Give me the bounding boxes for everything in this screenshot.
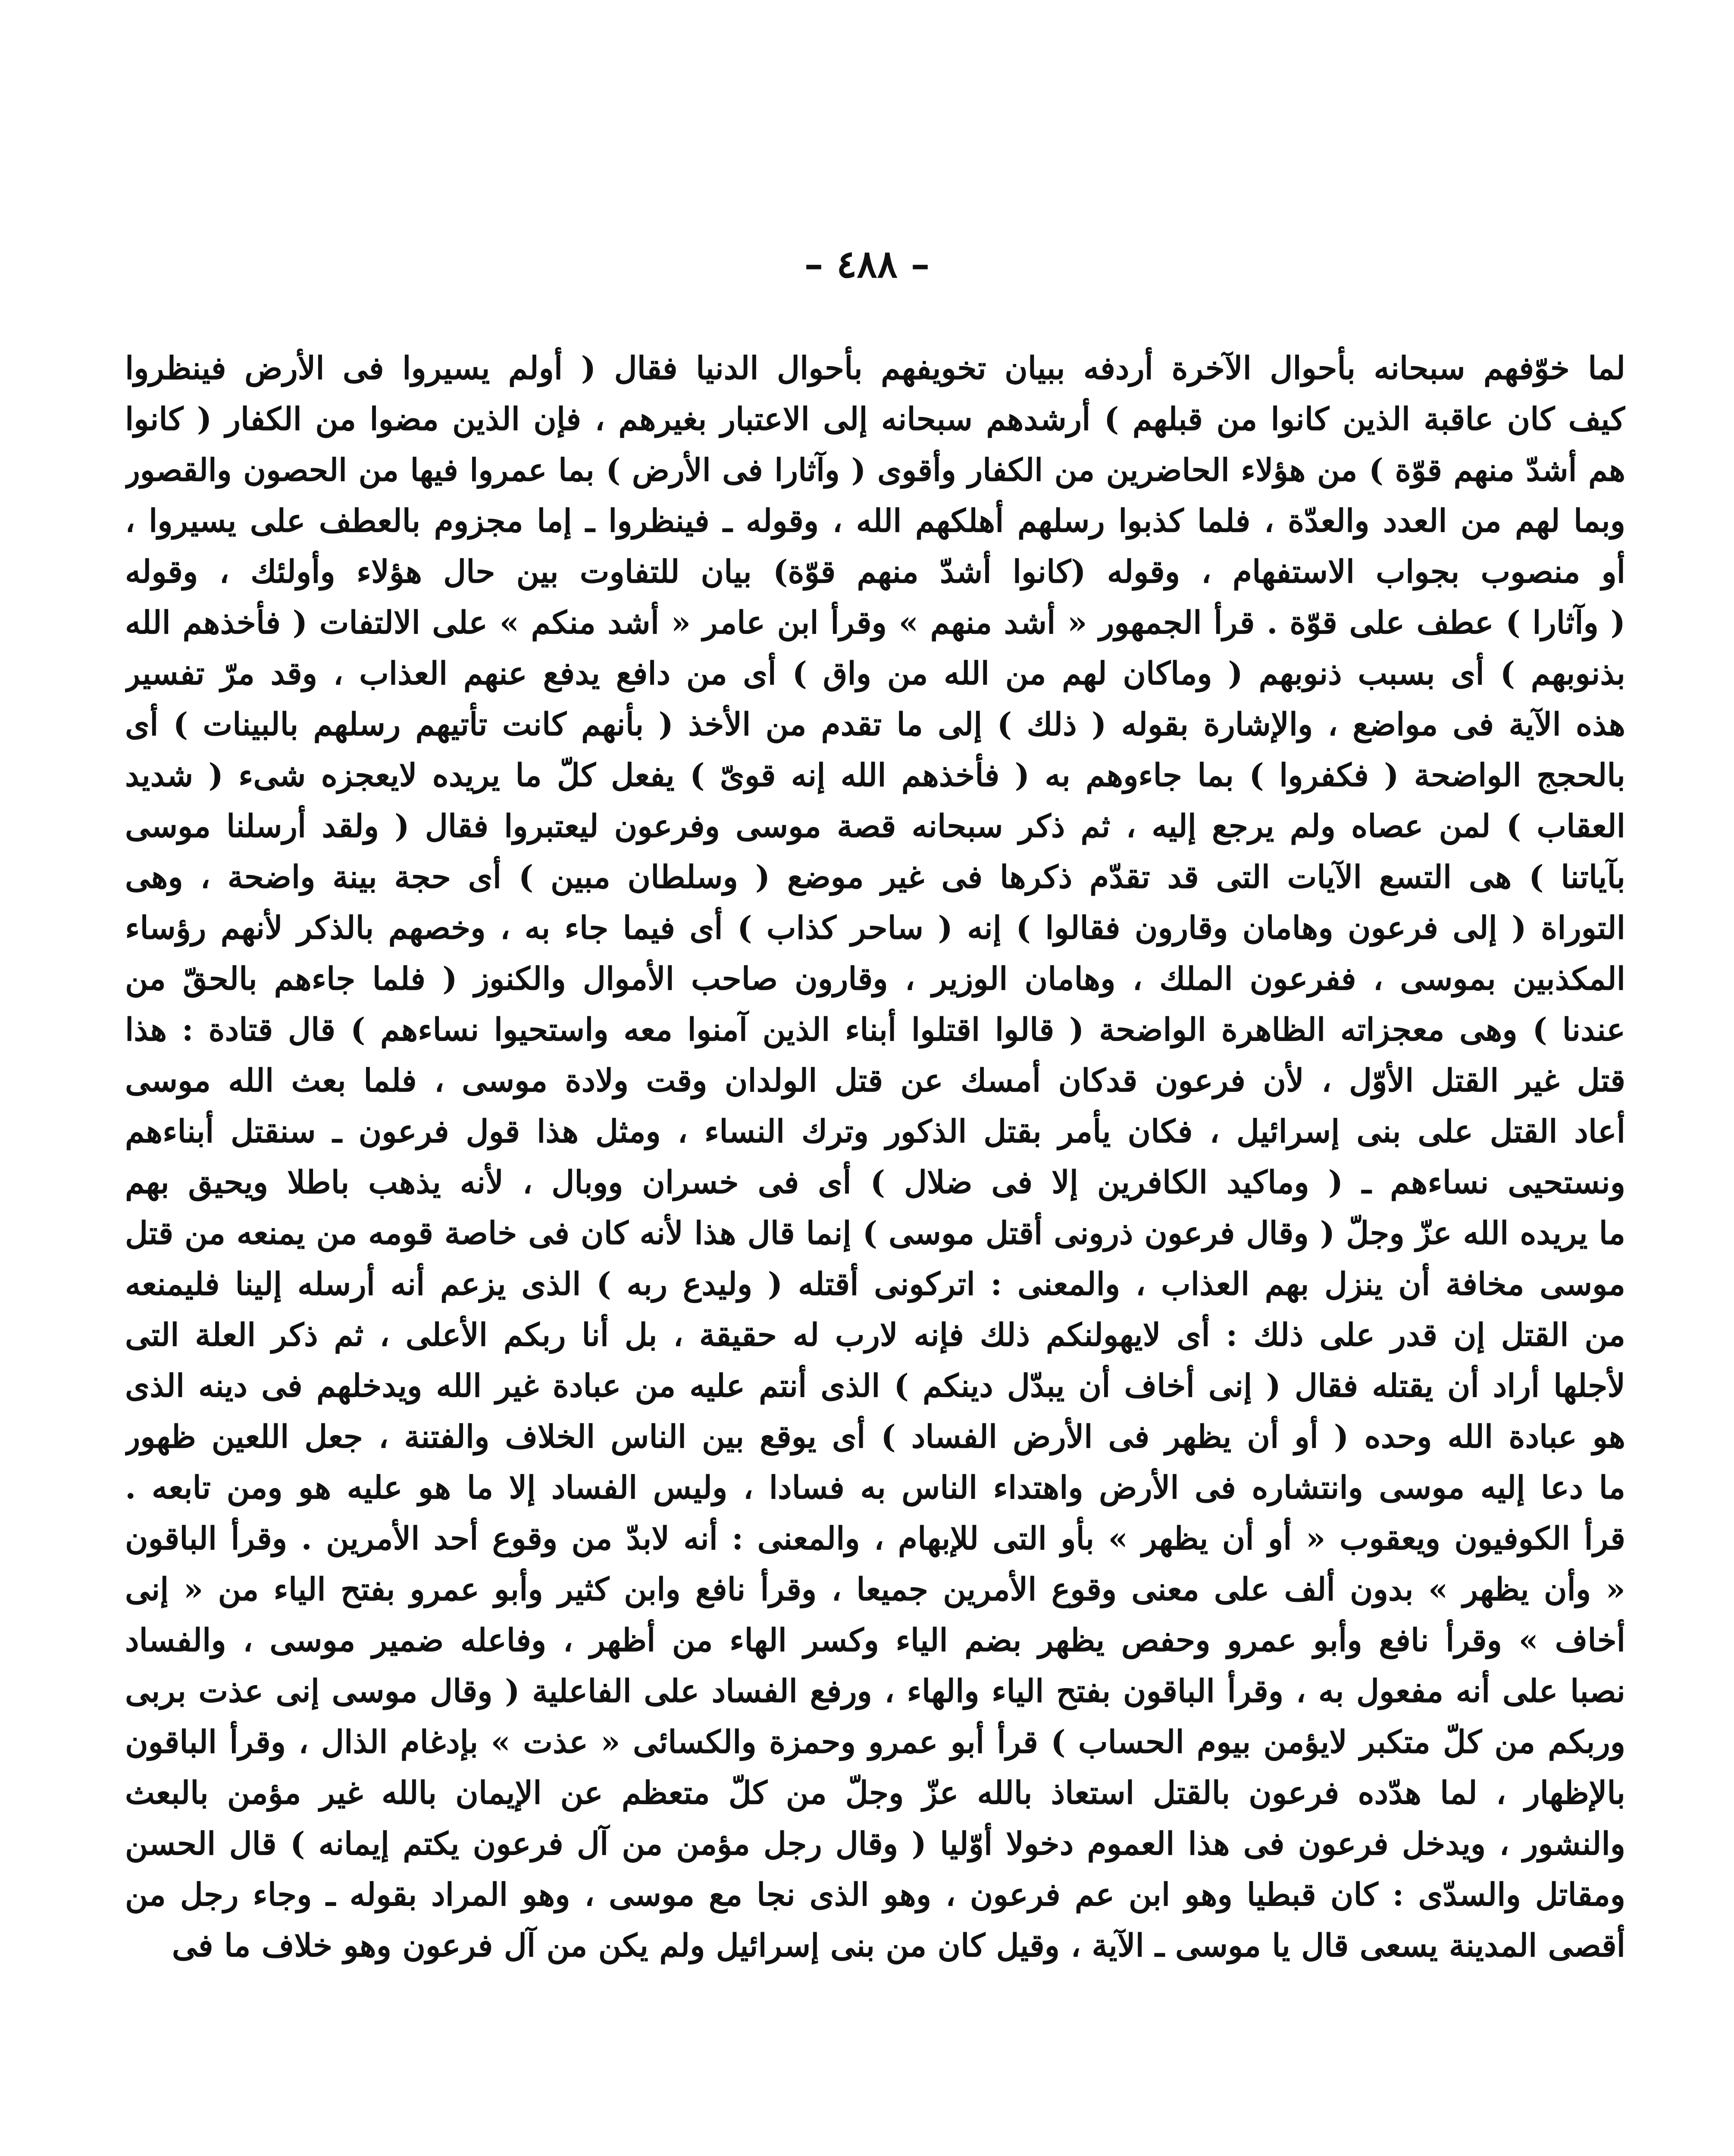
text-line: العقاب ) لمن عصاه ولم يرجع إليه ، ثم ذكر سبحانه قصة موسى وفرعون ليعتبروا فقال ( ولقد أرسلنا موسى [125,808,1625,845]
text-line: بذنوبهم ) أى بسبب ذنوبهم ( وماكان لهم من الله من واق ) أى من دافع يدفع عنهم العذاب ، وقد مرّ تفسير [125,655,1625,692]
text-line: ما دعا إليه موسى وانتشاره فى الأرض واهتداء الناس به فسادا ، وليس الفساد إلا ما هو عليه هو ومن تابعه . [125,1469,1625,1506]
text-line: وربكم من كلّ متكبر لايؤمن بيوم الحساب ) قرأ أبو عمرو وحمزة والكسائى « عذت » بإدغام الذال ، وقرأ الباقون [125,1724,1625,1761]
text-line: قتل غير القتل الأوّل ، لأن فرعون قدكان أمسك عن قتل الولدان وقت ولادة موسى ، فلما بعث الله موسى [125,1062,1625,1099]
text-line: من القتل إن قدر على ذلك : أى لايهولنكم ذلك فإنه لارب له حقيقة ، بل أنا ربكم الأعلى ، ثم ذكر العلة التى [125,1316,1625,1354]
text-line: ما يريده الله عزّ وجلّ ( وقال فرعون ذرونى أقتل موسى ) إنما قال هذا لأنه كان فى خاصة قومه من يمنعه من قتل [125,1215,1625,1252]
text-line: نصبا على أنه مفعول به ، وقرأ الباقون بفتح الياء والهاء ، ورفع الفساد على الفاعلية ( وقال موسى إنى عذت بربى [125,1673,1625,1710]
text-line: عندنا ) وهى معجزاته الظاهرة الواضحة ( قالوا اقتلوا أبناء الذين آمنوا معه واستحيوا نساءهم ) قال قتادة : هذا [125,1011,1625,1048]
text-line: المكذبين بموسى ، ففرعون الملك ، وهامان الوزير ، وقارون صاحب الأموال والكنوز ( فلما جاءهم بالحقّ من [125,960,1625,997]
text-line: والنشور ، ويدخل فرعون فى هذا العموم دخولا أوّليا ( وقال رجل مؤمن من آل فرعون يكتم إيمانه ) قال الحسن [125,1825,1625,1862]
body-text [125,343,1625,1971]
text-line: قرأ الكوفيون ويعقوب « أو أن يظهر » بأو التى للإبهام ، والمعنى : أنه لابدّ من وقوع أحد الأمرين . وقرأ الباقون [125,1520,1625,1557]
text-line: ( وآثارا ) عطف على قوّة . قرأ الجمهور « أشد منهم » وقرأ ابن عامر « أشد منكم » على الالتفات ( فأخذهم الله [125,604,1625,641]
text-line: أو منصوب بجواب الاستفهام ، وقوله (كانوا أشدّ منهم قوّة) بيان للتفاوت بين حال هؤلاء وأولئك ، وقوله [125,553,1625,590]
text-line: التوراة ( إلى فرعون وهامان وقارون فقالوا ) إنه ( ساحر كذاب ) أى فيما جاء به ، وخصهم بالذكر لأنهم رؤساء [125,909,1625,946]
text-line: موسى مخافة أن ينزل بهم العذاب ، والمعنى : اتركونى أقتله ( وليدع ربه ) الذى يزعم أنه أرسله إلينا فليمنعه [125,1266,1625,1303]
text-line: أقصى المدينة يسعى قال يا موسى ـ الآية ، وقيل كان من بنى إسرائيل ولم يكن من آل فرعون وهو خلاف ما فى [172,1927,1625,1964]
text-line: ونستحيى نساءهم ـ ( وماكيد الكافرين إلا فى ضلال ) أى فى خسران ووبال ، لأنه يذهب باطلا ويحيق بهم [125,1164,1625,1201]
text-line: بالحجج الواضحة ( فكفروا ) بما جاءوهم به ( فأخذهم الله إنه قوىّ ) يفعل كلّ ما يريده لايعجزه شىء ( شديد [125,757,1625,794]
page-number: – ٤٨٨ – [804,241,930,286]
text-line: لأجلها أراد أن يقتله فقال ( إنى أخاف أن يبدّل دينكم ) الذى أنتم عليه من عبادة غير الله ويدخلهم فى دينه الذى [125,1367,1625,1404]
text-line: أعاد القتل على بنى إسرائيل ، فكان يأمر بقتل الذكور وترك النساء ، ومثل هذا قول فرعون ـ سنقتل أبناءهم [125,1113,1625,1150]
text-line: هذه الآية فى مواضع ، والإشارة بقوله ( ذلك ) إلى ما تقدم من الأخذ ( بأنهم كانت تأتيهم رسلهم بالبينات ) أى [125,706,1625,743]
text-line: لما خوّفهم سبحانه بأحوال الآخرة أردفه ببيان تخويفهم بأحوال الدنيا فقال ( أولم يسيروا فى الأرض فينظروا [125,350,1625,387]
text-line: « وأن يظهر » بدون ألف على معنى وقوع الأمرين جميعا ، وقرأ نافع وابن كثير وأبو عمرو بفتح الياء من « إنى [125,1571,1625,1608]
text-line: وبما لهم من العدد والعدّة ، فلما كذبوا رسلهم أهلكهم الله ، وقوله ـ فينظروا ـ إما مجزوم بالعطف على يسيروا ، [125,502,1625,539]
text-line: هم أشدّ منهم قوّة ) من هؤلاء الحاضرين من الكفار وأقوى ( وآثارا فى الأرض ) بما عمروا فيها من الحصون والقصور [125,451,1625,488]
text-line: بآياتنا ) هى التسع الآيات التى قد تقدّم ذكرها فى غير موضع ( وسلطان مبين ) أى حجة بينة واضحة ، وهى [125,859,1625,896]
text-line: كيف كان عاقبة الذين كانوا من قبلهم ) أرشدهم سبحانه إلى الاعتبار بغيرهم ، فإن الذين مضوا من الكفار ( كانوا [125,401,1625,438]
text-line: هو عبادة الله وحده ( أو أن يظهر فى الأرض الفساد ) أى يوقع بين الناس الخلاف والفتنة ، جعل اللعين ظهور [125,1418,1625,1455]
text-line: أخاف » وقرأ نافع وأبو عمرو وحفص يظهر بضم الياء وكسر الهاء من أظهر ، وفاعله ضمير موسى ، والفساد [125,1622,1625,1659]
text-line: بالإظهار ، لما هدّده فرعون بالقتل استعاذ بالله عزّ وجلّ من كلّ متعظم عن الإيمان بالله غير مؤمن بالبعث [125,1774,1625,1811]
text-line: ومقاتل والسدّى : كان قبطيا وهو ابن عم فرعون ، وهو الذى نجا مع موسى ، وهو المراد بقوله ـ وجاء رجل من [125,1876,1625,1913]
